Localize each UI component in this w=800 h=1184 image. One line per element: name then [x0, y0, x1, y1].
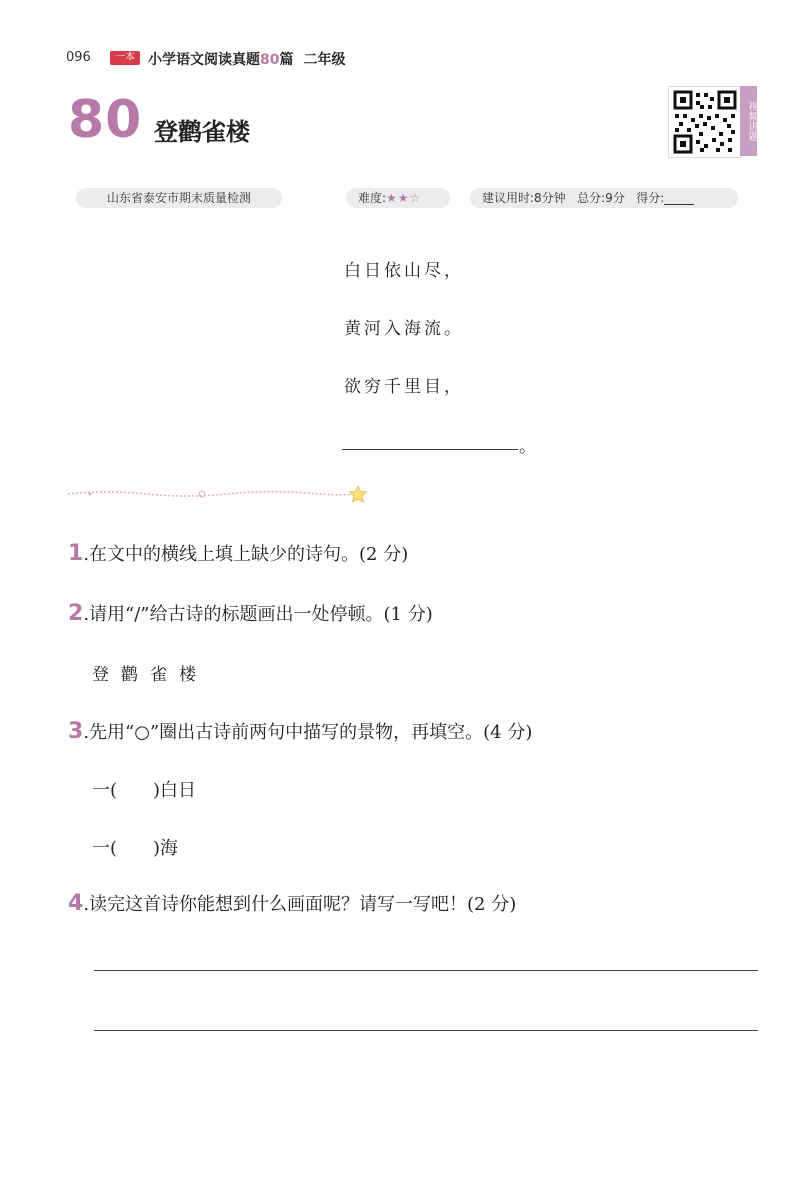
difficulty: [346, 188, 450, 208]
difficulty-stars: ★★☆: [386, 191, 422, 205]
brand-logo: 一本: [110, 51, 140, 65]
poem-title-for-pause[interactable]: 登鹳雀楼: [92, 665, 208, 685]
exam-source: 山东省泰安市期末质量检测: [76, 188, 282, 208]
question-number: 4: [68, 891, 84, 916]
time-and-score: [470, 188, 738, 208]
poem-missing-line-blank[interactable]: [342, 449, 518, 450]
question-number: 1: [68, 541, 84, 566]
score-label: 得分:: [636, 191, 665, 205]
lesson-title: 登鹳雀楼: [154, 118, 250, 146]
answer-line-1[interactable]: [94, 970, 758, 971]
decorative-divider: [66, 484, 376, 504]
question-2: [68, 600, 433, 626]
qr-code[interactable]: [668, 86, 742, 158]
series-prefix: 小学语文阅读真题: [148, 52, 260, 68]
suggested-time: 建议用时:8分钟: [482, 191, 566, 205]
question-text: .读完这首诗你能想到什么画面呢？请写一写吧！(2 分): [83, 894, 517, 915]
question-text: .请用“/”给古诗的标题画出一处停顿。(1 分): [83, 604, 433, 625]
series-title: [148, 49, 345, 69]
page-number: 096: [66, 50, 91, 65]
grade-label: 二年级: [303, 52, 346, 68]
question-number: 2: [68, 601, 84, 626]
score-blank[interactable]: [664, 192, 694, 205]
fill-blank-1[interactable]: 一( )白日: [92, 780, 197, 801]
question-number: 3: [68, 719, 84, 744]
poem-line-3: 欲穷千里目，: [344, 377, 464, 397]
series-count: 80: [260, 52, 280, 68]
total-score: 总分:9分: [577, 191, 625, 205]
video-explain-tab[interactable]: 视频讲题: [740, 86, 757, 156]
poem-line-2: 黄河入海流。: [344, 319, 464, 339]
qr-code-icon: [669, 87, 741, 157]
fill-blank-2[interactable]: 一( )海: [92, 838, 179, 859]
poem-line-4-end: 。: [519, 437, 536, 457]
question-1: [68, 540, 408, 566]
lesson-number: 80: [68, 90, 143, 150]
star-icon: [350, 486, 367, 502]
question-text: .先用“○”圈出古诗前两句中描写的景物，再填空。(4 分): [83, 722, 533, 743]
question-text: .在文中的横线上填上缺少的诗句。(2 分): [83, 544, 409, 565]
difficulty-label: 难度:: [358, 191, 387, 205]
question-3: [68, 718, 532, 744]
poem-line-1: 白日依山尽，: [344, 261, 464, 281]
question-4: [68, 890, 516, 916]
answer-line-2[interactable]: [94, 1030, 758, 1031]
series-suffix: 篇: [279, 52, 294, 68]
